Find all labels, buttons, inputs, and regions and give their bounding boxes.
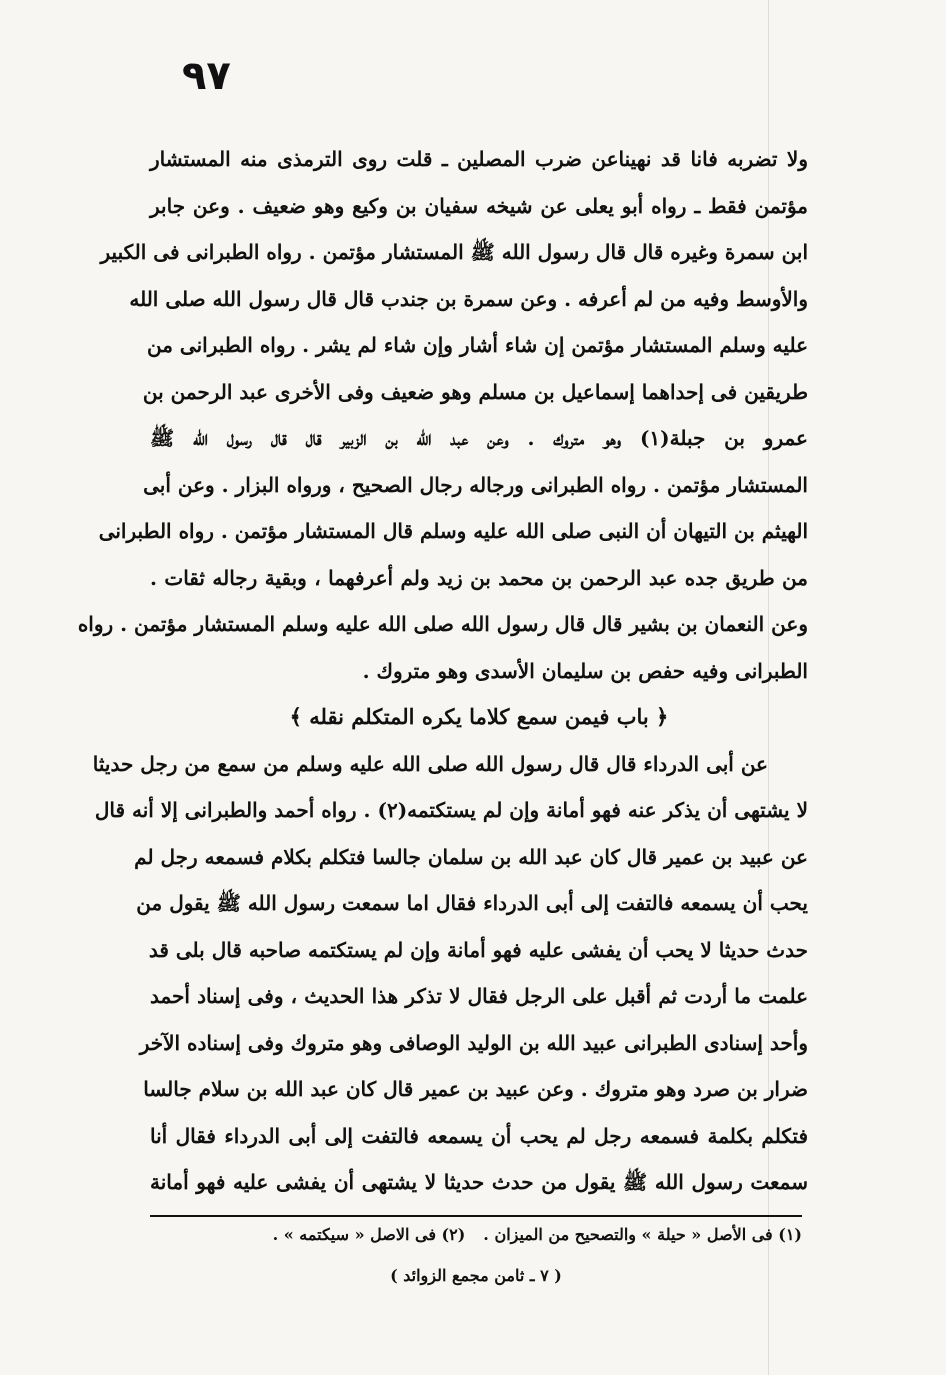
text-line: والأوسط وفيه من لم أعرفه . وعن سمرة بن جندب قال قال رسول الله صلى الله (129, 286, 808, 311)
text-line: ضرار بن صرد وهو متروك . وعن عبيد بن عمير قال كان عبد الله بن سلام جالسا (143, 1077, 808, 1101)
text-line: وأحد إسنادى الطبرانى عبيد الله بن الوليد الوصافى وهو متروك وفى إسناده الآخر (139, 1030, 808, 1055)
text-line: ولا تضربه فانا قد نهيناعن ضرب المصلين ـ قلت روى الترمذى منه المستشار (150, 147, 808, 171)
text-line: فتكلم بكلمة فسمعه رجل لم يحب أن يسمعه فالتفت إلى أبى الدرداء فقال أنا (150, 1123, 808, 1148)
text-line: حدث حديثا لا يحب أن يفشى عليه فهو أمانة وإن لم يستكتمه صاحبه قال بلى قد (148, 937, 808, 962)
text-line: علمت ما أردت ثم أقبل على الرجل فقال لا تذكر هذا الحديث ، وفى إسناد أحمد (150, 984, 808, 1008)
text-line: عن عبيد بن عمير قال كان عبد الله بن سلمان جالسا فتكلم بكلام فسمعه رجل لم (134, 844, 808, 869)
main-text-block (77, 136, 808, 1206)
text-line: طريقين فى إحداهما إسماعيل بن مسلم وهو ضعيف وفى الأخرى عبد الرحمن بن (142, 379, 808, 404)
footnote-divider (150, 1215, 802, 1217)
text-line: الطبرانى وفيه حفص بن سليمان الأسدى وهو متروك . (362, 658, 808, 683)
text-line: يحب أن يسمعه فالتفت إلى أبى الدرداء فقال اما سمعت رسول الله ﷺ يقول من (136, 891, 808, 915)
text-line: عمرو بن جبلة(١) وهو متروك . وعن عبد الله بن الزبير قال قال رسول الله ﷺ (150, 426, 808, 450)
footnote-1: (١) فى الأصل « حيلة » والتصحيح من الميزان . (483, 1225, 802, 1244)
page-number: ٩٧ (182, 53, 231, 99)
text-line: سمعت رسول الله ﷺ يقول من حدث حديثا لا يشتهى أن يفشى عليه فهو أمانة (150, 1170, 808, 1194)
footnotes (150, 1222, 802, 1248)
volume-signature: ( ٧ ـ ثامن مجمع الزوائد ) (390, 1266, 562, 1285)
text-line: عليه وسلم المستشار مؤتمن إن شاء أشار وإن شاء لم يشر . رواه الطبرانى من (147, 333, 808, 357)
text-line: وعن النعمان بن بشير قال قال رسول الله صلى الله عليه وسلم المستشار مؤتمن . رواه (77, 612, 808, 636)
text-line: من طريق جده عبد الرحمن بن محمد بن زيد ولم أعرفهما ، وبقية رجاله ثقات . (150, 565, 808, 590)
footnote-2: (٢) فى الاصل « سيكتمه » . (272, 1225, 466, 1244)
text-line: عن أبى الدرداء قال قال رسول الله صلى الله عليه وسلم من سمع من رجل حديثا (92, 751, 768, 776)
text-line: مؤتمن فقط ـ رواه أبو يعلى عن شيخه سفيان بن وكيع وهو ضعيف . وعن جابر (150, 193, 808, 218)
text-line: الهيثم بن التيهان أن النبى صلى الله عليه وسلم قال المستشار مؤتمن . رواه الطبرانى (98, 519, 808, 543)
text-line: لا يشتهى أن يذكر عنه فهو أمانة وإن لم يستكتمه(٢) . رواه أحمد والطبرانى إلا أنه قال (94, 798, 808, 822)
text-line: المستشار مؤتمن . رواه الطبرانى ورجاله رجال الصحيح ، ورواه البزار . وعن أبى (143, 472, 808, 497)
text-line: ابن سمرة وغيره قال قال رسول الله ﷺ المستشار مؤتمن . رواه الطبرانى فى الكبير (100, 240, 808, 264)
chapter-heading: ﴿ باب فيمن سمع كلاما يكره المتكلم نقله ﴾ (289, 704, 669, 729)
